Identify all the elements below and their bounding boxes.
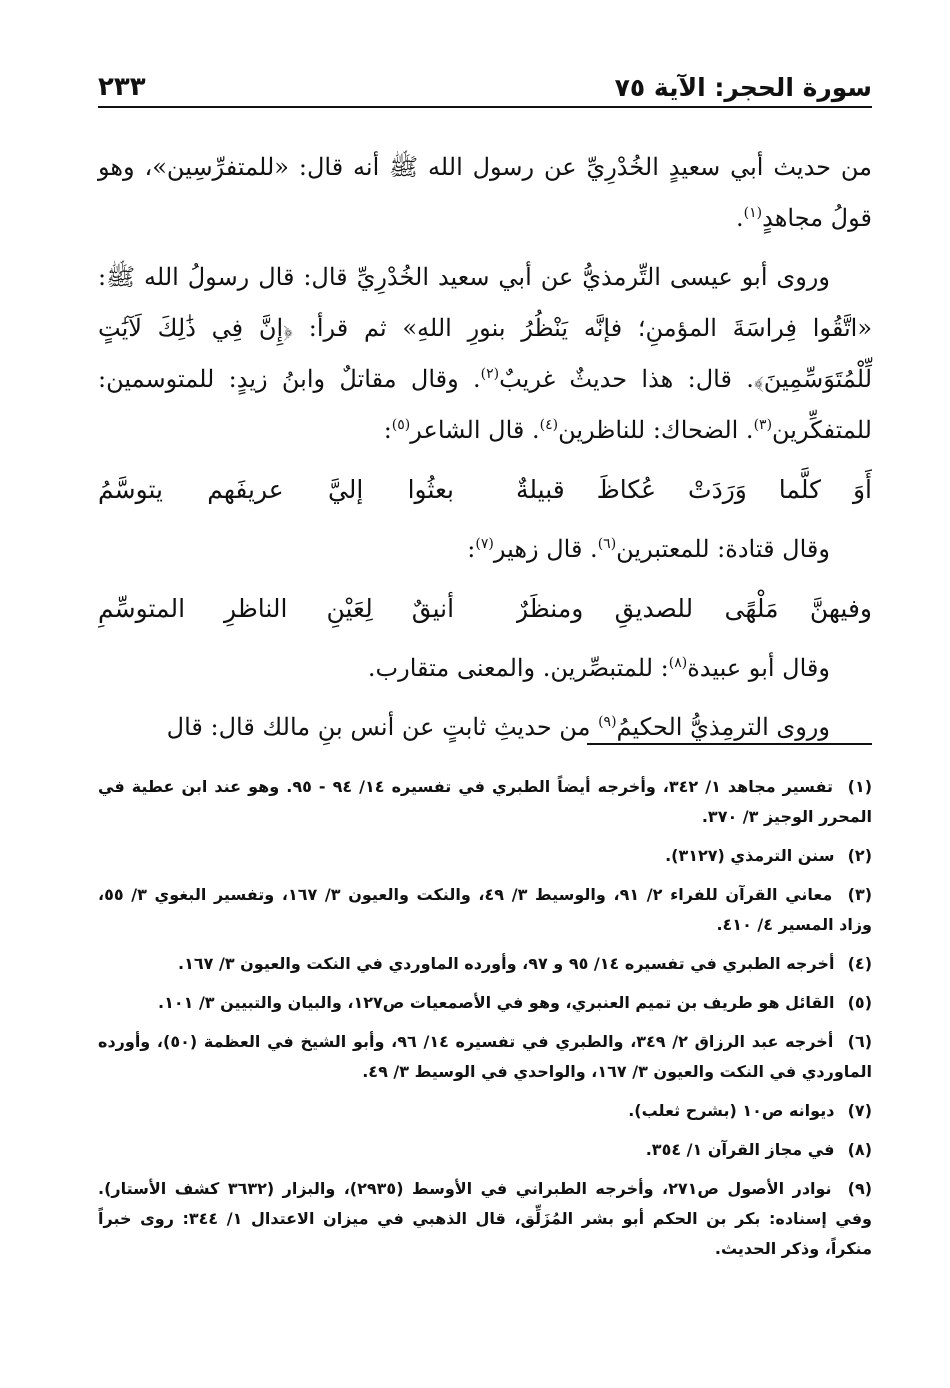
main-text [98, 142, 872, 761]
footnote-text: أخرجه عبد الرزاق ٢/ ٣٤٩، والطبري في تفسيره ١٤/ ٩٦، وأبو الشيخ في العظمة (٥٠)، وأورده الماوردي في النكت والعيون ٣/ ١٦٧، والواحدي في الوسيط ٣/ ٤٩. [98, 1032, 872, 1081]
footnote-ref-9: (٩) [598, 714, 617, 730]
paragraph-2-text-b: . وقال مقاتلٌ وابنُ زيدٍ: للمتوسمين: للمتفكِّرين [98, 365, 872, 444]
footnote-9 [98, 1174, 872, 1264]
verse-2 [98, 583, 872, 635]
footnote-ref-4: (٤) [539, 417, 559, 433]
footnote-ref-8: (٨) [668, 655, 688, 671]
paragraph-5-text-a: وروى الترمِذيُّ الحكيمُ [616, 713, 830, 741]
footnote-text: تفسير مجاهد ١/ ٣٤٢، وأخرجه أيضاً الطبري في تفسيره ١٤/ ٩٤ - ٩٥. وهو عند ابن عطية في المحرر الوجيز ٣/ ٣٧٠. [98, 777, 872, 826]
footnote-text: في مجاز القرآن ١/ ٣٥٤. [645, 1140, 835, 1159]
paragraph-1 [98, 142, 872, 244]
page-number: ٢٣٣ [98, 72, 146, 102]
header-title: سورة الحجر: الآية ٧٥ [614, 73, 872, 102]
footnote-1 [98, 772, 872, 832]
footnotes [98, 772, 872, 1273]
footnote-6 [98, 1027, 872, 1087]
paragraph-1-end: . [736, 204, 744, 232]
footnote-number: (٥) [847, 993, 872, 1012]
footnote-ref-7: (٧) [475, 536, 494, 552]
paragraph-4-text-a: وقال أبو عبيدة [687, 654, 830, 682]
footnote-text: أخرجه الطبري في تفسيره ١٤/ ٩٥ و ٩٧، وأورده الماوردي في النكت والعيون ٣/ ١٦٧. [178, 954, 835, 973]
footnote-number: (٧) [847, 1101, 872, 1120]
paragraph-3 [98, 524, 872, 575]
running-header [98, 60, 872, 108]
footnote-ref-2: (٢) [480, 366, 500, 382]
paragraph-5 [98, 702, 872, 753]
paragraph-5-text-b: من حديثِ ثابتٍ عن أنس بنِ مالك قال: قال [166, 713, 599, 741]
paragraph-2-text-e: : [383, 416, 392, 444]
footnote-7 [98, 1096, 872, 1126]
footnote-text: معاني القرآن للفراء ٢/ ٩١، والوسيط ٣/ ٤٩، والنكت والعيون ٣/ ١٦٧، وتفسير البغوي ٣/ ٥٥، وزاد المسير ٤/ ٤١٠. [98, 885, 872, 934]
verse-1-first-hemistich: أَوَ كلَّما وَرَدَتْ عُكاظَ قبيلةٌ [515, 475, 872, 504]
footnote-ref-1: (١) [743, 205, 763, 221]
footnote-ref-5: (٥) [391, 417, 411, 433]
footnote-number: (٦) [847, 1032, 873, 1051]
footnote-2 [98, 841, 872, 871]
footnote-number: (٩) [847, 1179, 873, 1198]
footnote-text: القائل هو طريف بن تميم العنبري، وهو في الأصمعيات ص١٢٧، والبيان والتبيين ٣/ ١٠١. [158, 993, 835, 1012]
verse-1-second-hemistich: بعثُوا إليَّ عريفَهم يتوسَّمُ [98, 475, 455, 504]
footnote-number: (٨) [847, 1140, 872, 1159]
paragraph-2-text-c: . الضحاك: للناظرين [558, 416, 754, 444]
footnote-ref-6: (٦) [597, 536, 617, 552]
verse-2-second-hemistich: أنيقٌ لِعَيْنِ الناظرِ المتوسِّمِ [98, 594, 455, 623]
footnote-number: (٢) [847, 846, 872, 865]
footnote-5 [98, 988, 872, 1018]
footnote-text: ديوانه ص١٠ (بشرح ثعلب). [628, 1101, 835, 1120]
paragraph-3-text-b: . قال زهير [493, 535, 598, 563]
paragraph-3-text-a: وقال قتادة: للمعتبرين [616, 535, 830, 563]
paragraph-2-text-a: وروى أبو عيسى التِّرمذيُّ عن أبي سعيد الخُدْرِيِّ قال: قال رسولُ الله ﷺ: «اتَّقُوا فِراسَةَ المؤمنِ؛ فإنَّه يَنْظُرُ بنورِ اللهِ» ثم قرأ: ﴿إِنَّ فِي ذَٰلِكَ لَآيَٰتٍ لِّلْمُتَوَسِّمِينَ﴾. قال: هذا حديثٌ غريبٌ [98, 263, 873, 393]
footnote-ref-3: (٣) [753, 417, 773, 433]
paragraph-1-text: من حديث أبي سعيدٍ الخُدْرِيِّ عن رسول الله ﷺ أنه قال: «للمتفرِّسِين»، وهو قولُ مجاهدٍ [98, 153, 872, 232]
footnote-number: (٤) [847, 954, 872, 973]
verse-1 [98, 464, 872, 516]
paragraph-4-text-b: : للمتبصِّرين. والمعنى متقارب. [367, 654, 669, 682]
paragraph-4 [98, 643, 872, 694]
paragraph-2 [98, 252, 872, 456]
verse-2-first-hemistich: وفيهنَّ مَلْهًى للصديقِ ومنظَرٌ [515, 594, 872, 623]
footnote-number: (٣) [847, 885, 873, 904]
footnote-8 [98, 1135, 872, 1165]
footnote-separator [587, 743, 872, 745]
footnote-text: سنن الترمذي (٣١٢٧). [665, 846, 835, 865]
paragraph-2-text-d: . قال الشاعر [410, 416, 540, 444]
footnote-number: (١) [847, 777, 873, 796]
footnote-text: نوادر الأصول ص٢٧١، وأخرجه الطبراني في الأوسط (٢٩٣٥)، والبزار (٣٦٣٢ كشف الأستار). وفي إسناده: بكر بن الحكم أبو بشر المُزَلِّق، قال الذهبي في ميزان الاعتدال ١/ ٣٤٤: روى خبراً منكراً، وذكر الحديث. [98, 1179, 872, 1258]
footnote-3 [98, 880, 872, 940]
paragraph-3-text-c: : [467, 535, 476, 563]
footnote-4 [98, 949, 872, 979]
